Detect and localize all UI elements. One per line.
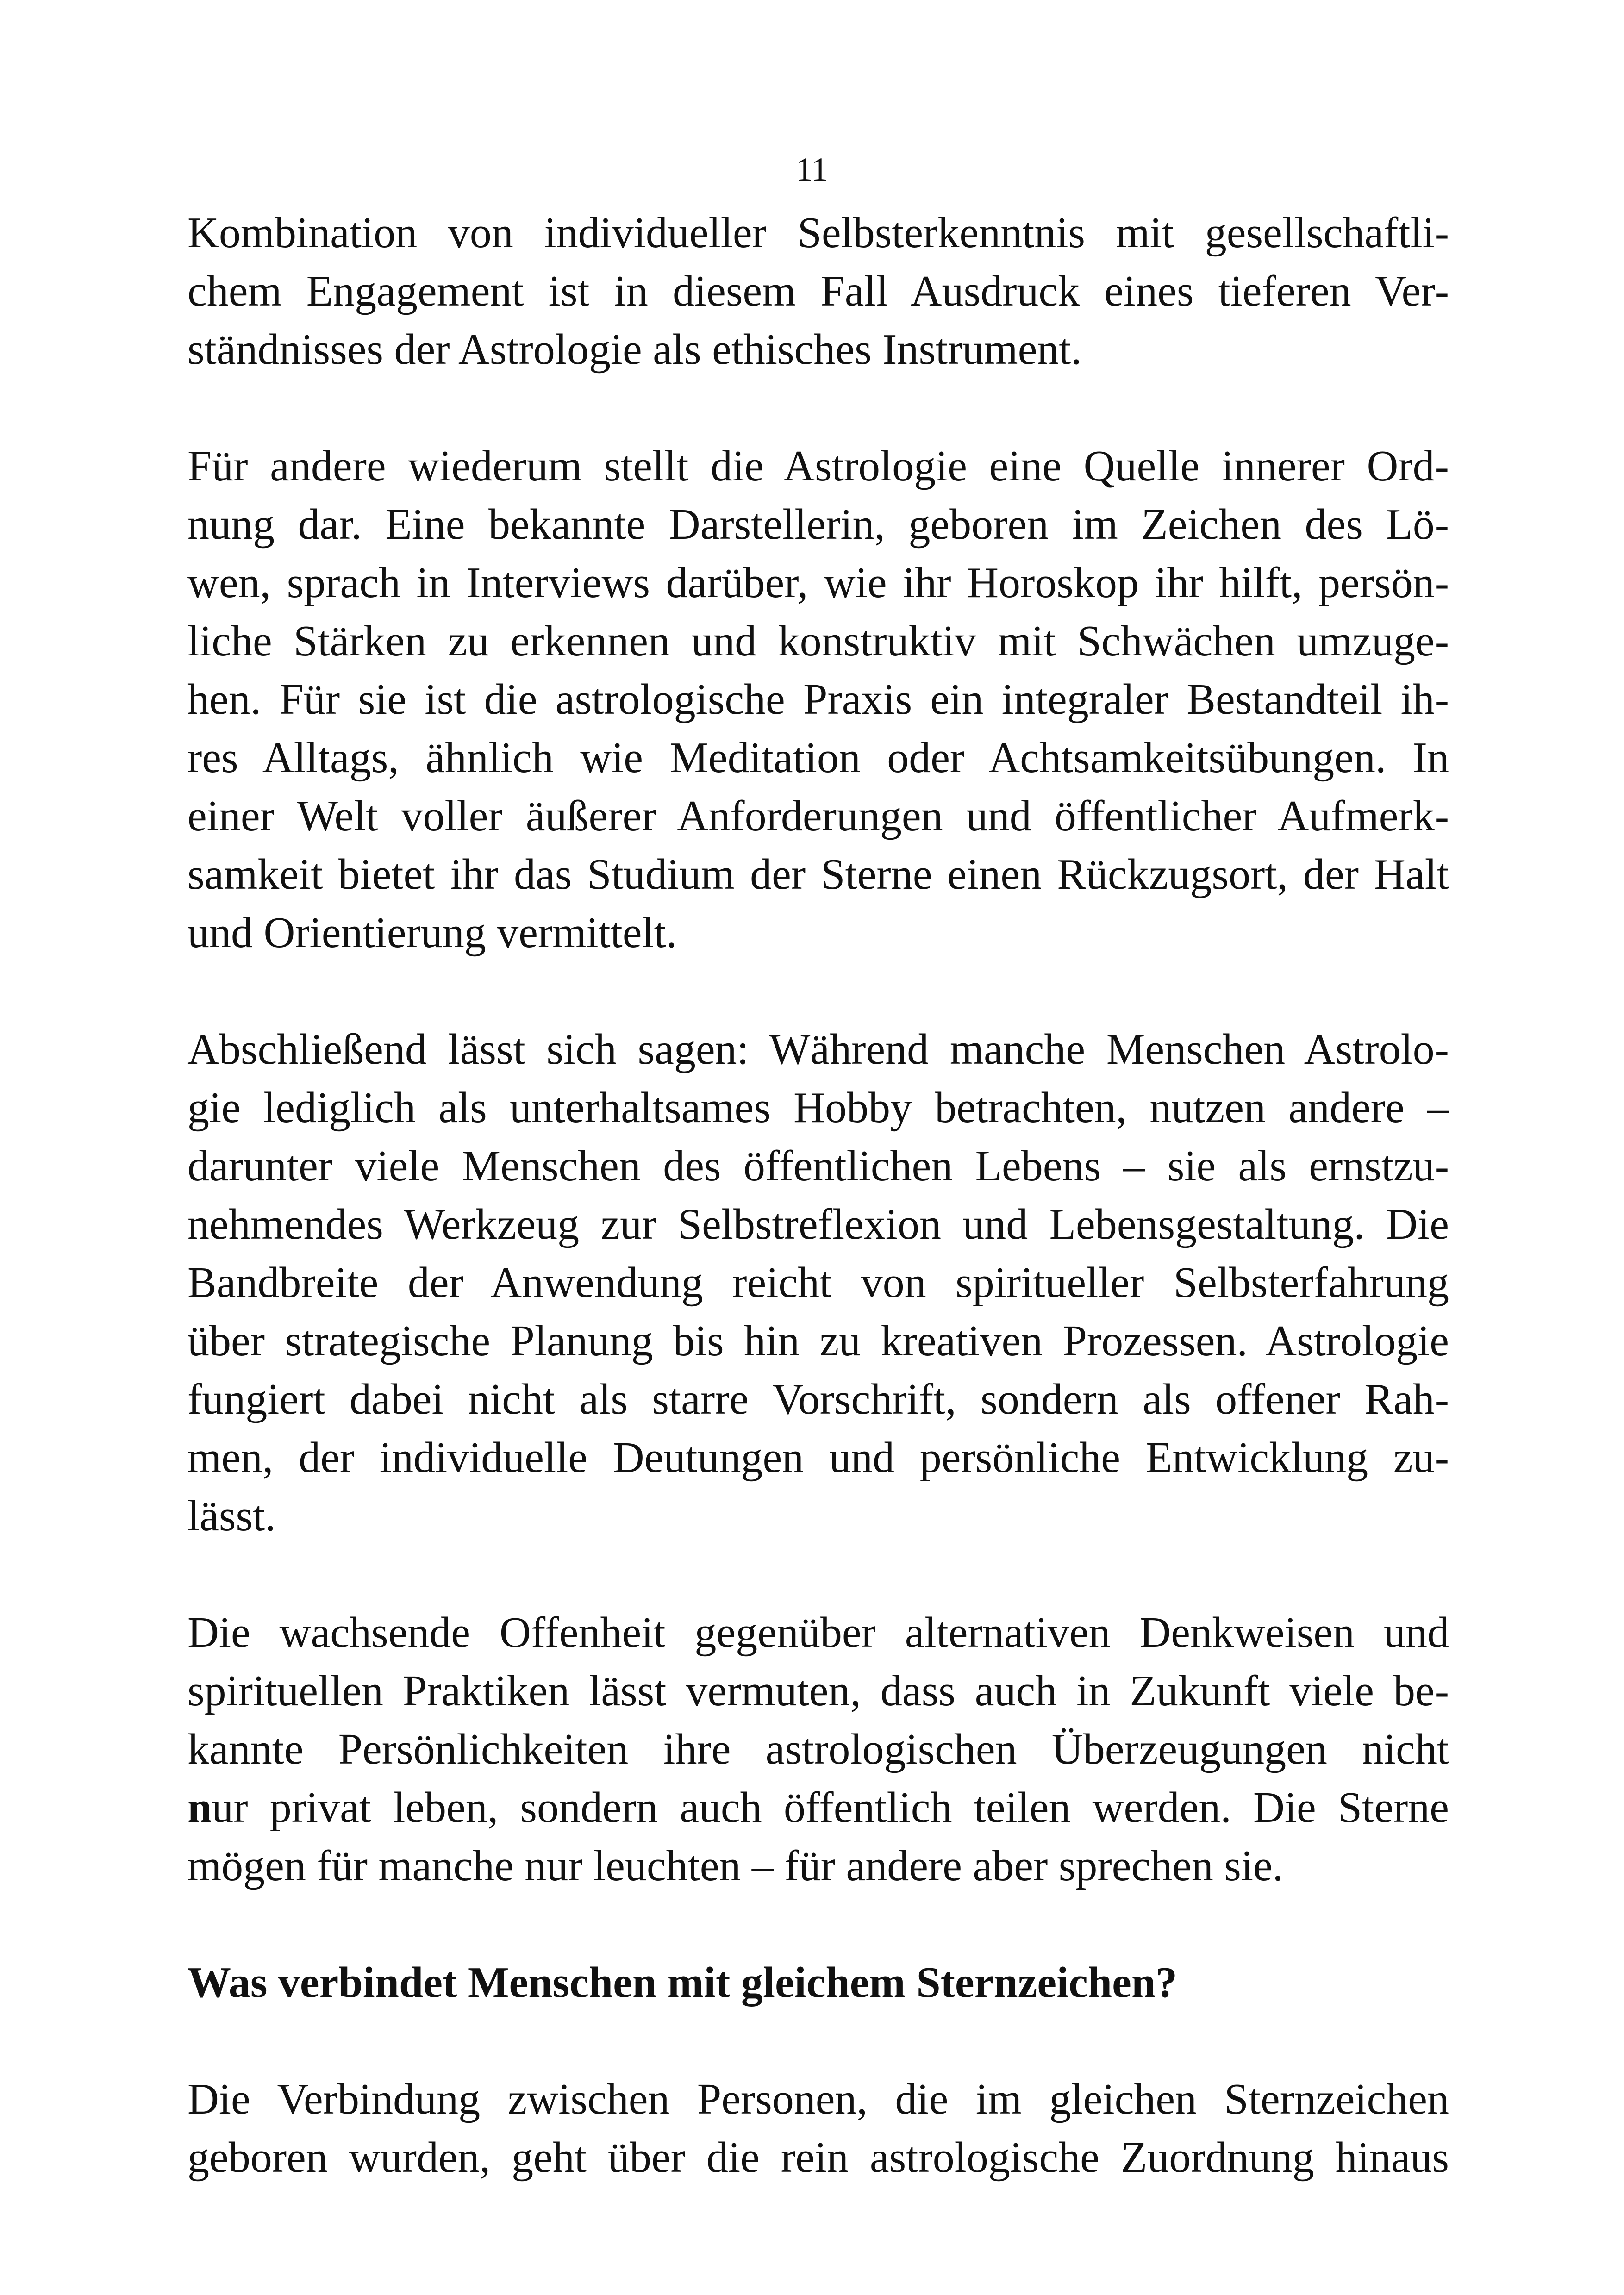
text-line: Bandbreite der Anwendung reicht von spiritueller Selbsterfahrung [187, 1259, 1449, 1307]
text-line: lässt. [187, 1492, 276, 1540]
text-line: über strategische Planung bis hin zu kreativen Prozessen. Astrologie [187, 1317, 1449, 1365]
text-line: nehmendes Werkzeug zur Selbstreflexion und Lebensgestaltung. Die [187, 1200, 1449, 1248]
text-line: res Alltags, ähnlich wie Meditation oder Achtsamkeitsübungen. In [187, 734, 1449, 782]
page-number: 11 [796, 151, 828, 188]
text-line: samkeit bietet ihr das Studium der Sterne einen Rückzugsort, der Halt [187, 850, 1449, 898]
text-line: fungiert dabei nicht als starre Vorschrift, sondern als offener Rah- [187, 1375, 1449, 1423]
text-line: hen. Für sie ist die astrologische Praxis ein integraler Bestandteil ih- [187, 675, 1449, 723]
paragraph-2 [187, 437, 1449, 962]
text-line: men, der individuelle Deutungen und persönliche Entwicklung zu- [187, 1434, 1449, 1482]
text-line: Die Verbindung zwischen Personen, die im gleichen Sternzeichen [187, 2075, 1449, 2123]
text-line: chem Engagement ist in diesem Fall Ausdruck eines tieferen Ver- [187, 267, 1449, 315]
section-heading: Was verbindet Menschen mit gleichem Sternzeichen? [187, 1958, 1178, 2007]
text-line: gie lediglich als unterhaltsames Hobby betrachten, nutzen andere – [187, 1084, 1449, 1132]
text-line: darunter viele Menschen des öffentlichen Lebens – sie als ernstzu- [187, 1142, 1449, 1190]
text-line: liche Stärken zu erkennen und konstruktiv mit Schwächen umzuge- [187, 617, 1449, 665]
text-line: Abschließend lässt sich sagen: Während manche Menschen Astrolo- [187, 1025, 1449, 1073]
paragraph-1 [187, 204, 1449, 379]
text-line: Für andere wiederum stellt die Astrologie eine Quelle innerer Ord- [187, 442, 1449, 490]
paragraph-5 [187, 2070, 1449, 2187]
text-line: Die wachsende Offenheit gegenüber alternativen Denkweisen und [187, 1609, 1449, 1657]
page-body [187, 204, 1449, 2245]
text-line: und Orientierung vermittelt. [187, 909, 677, 957]
text-line: nung dar. Eine bekannte Darstellerin, geboren im Zeichen des Lö- [187, 500, 1449, 549]
text-line: mögen für manche nur leuchten – für andere aber sprechen sie. [187, 1842, 1284, 1890]
text-line: ständnisses der Astrologie als ethisches Instrument. [187, 325, 1082, 374]
text-line: einer Welt voller äußerer Anforderungen und öffentlicher Aufmerk- [187, 792, 1449, 840]
paragraph-3 [187, 1020, 1449, 1545]
text-line: Kombination von individueller Selbsterkenntnis mit gesellschaftli- [187, 209, 1449, 257]
bold-initial: n [187, 1784, 212, 1832]
text-line-rest: ur privat leben, sondern auch öffentlich teilen werden. Die Sterne [212, 1784, 1449, 1832]
paragraph-4 [187, 1603, 1449, 1895]
text-line: spirituellen Praktiken lässt vermuten, dass auch in Zukunft viele be- [187, 1667, 1449, 1715]
text-line [187, 1778, 1449, 1837]
text-line: geboren wurden, geht über die rein astrologische Zuordnung hinaus [187, 2133, 1449, 2182]
text-line: wen, sprach in Interviews darüber, wie ihr Horoskop ihr hilft, persön- [187, 559, 1449, 607]
text-line: kannte Persönlichkeiten ihre astrologischen Überzeugungen nicht [187, 1725, 1449, 1773]
